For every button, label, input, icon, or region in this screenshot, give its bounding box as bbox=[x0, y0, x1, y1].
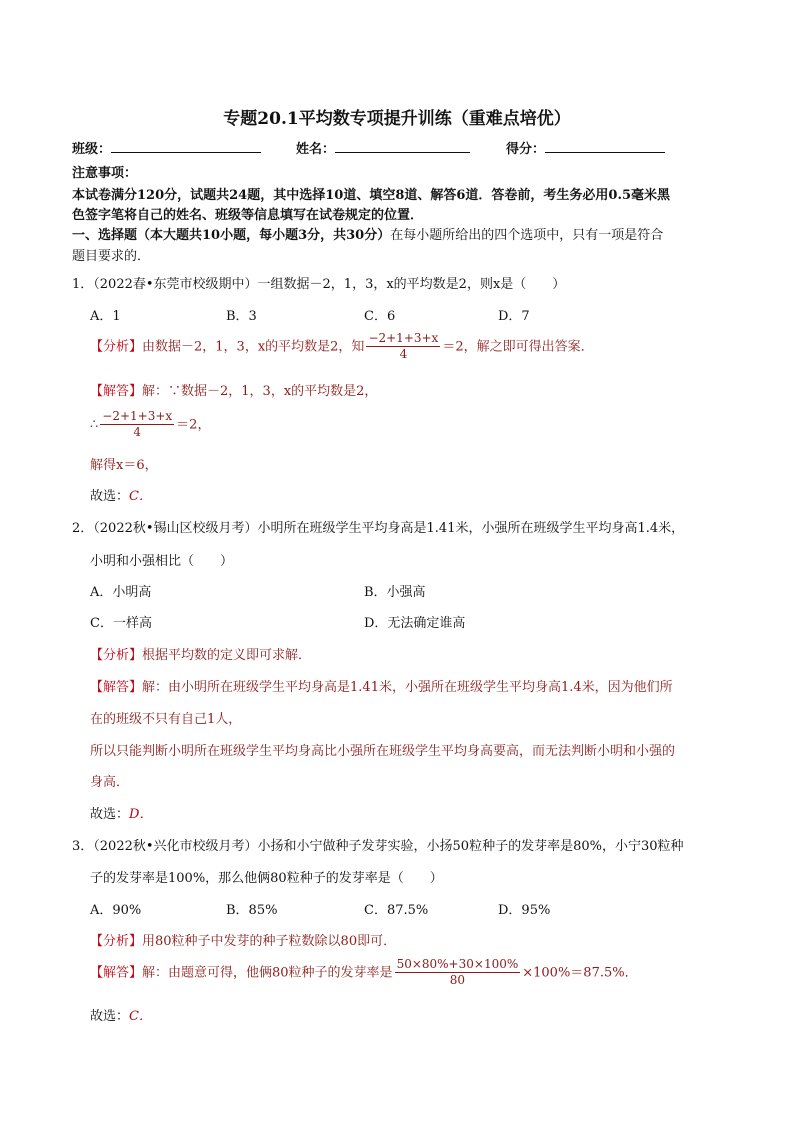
q1-analysis-frac-den: 4 bbox=[399, 346, 408, 361]
q3-answer-frac-den: 80 bbox=[449, 972, 466, 987]
q2-answer-line-3: 所以只能判断小明所在班级学生平均身高比小强所在班级学生平均身高要高，而无法判断小明和小强的 bbox=[90, 744, 676, 759]
q1-choose bbox=[90, 485, 152, 504]
q3-analysis bbox=[90, 930, 396, 949]
class-label: 班级： bbox=[72, 142, 112, 157]
q3-option-b: B．85% bbox=[226, 903, 278, 918]
q1-analysis-fraction bbox=[366, 332, 440, 362]
q1-option-a: A．1 bbox=[90, 309, 121, 324]
q2-stem-line-2: 小明和小强相比（ ） bbox=[90, 554, 234, 569]
q3-analysis-text: 用80粒种子中发芽的种子粒数除以80即可． bbox=[142, 934, 397, 949]
q2-answer-text-1: 解：由小明所在班级学生平均身高是1.41米，小强所在班级学生平均身高1.4米，因为他们所 bbox=[142, 680, 673, 695]
q1-option-b: B．3 bbox=[226, 309, 257, 324]
q3-analysis-tag: 【分析】 bbox=[90, 934, 143, 949]
class-field bbox=[72, 138, 261, 157]
q2-analysis-text: 根据平均数的定义即可求解． bbox=[142, 648, 312, 663]
q1-answer-frac-num: −2+1+3+x bbox=[102, 409, 173, 423]
q3-choose-answer: C． bbox=[129, 1009, 152, 1024]
q1-stem: 1．（2022春•东莞市校级期中）一组数据－2，1，3，x的平均数是2，则x是（ ） bbox=[72, 277, 566, 292]
q1-analysis-frac-num: −2+1+3+x bbox=[368, 331, 439, 345]
notice-line-1: 本试卷满分120分，试题共24题，其中选择10道、填空8道、解答6道．答卷前，考生务必用0.5毫米黑 bbox=[72, 188, 671, 203]
section-heading: 一、选择题（本大题共10小题，每小题3分，共30分） bbox=[72, 228, 391, 243]
q3-stem-line-1: 3．（2022秋•兴化市校级月考）小扬和小宁做种子发芽实验，小扬50粒种子的发芽率是80%，小宁30粒种 bbox=[72, 839, 684, 854]
score-field bbox=[506, 138, 665, 157]
q1-option-c: C．6 bbox=[364, 309, 396, 324]
section-line-1 bbox=[72, 224, 663, 243]
q2-analysis-tag: 【分析】 bbox=[90, 648, 143, 663]
q2-answer-line-4: 身高． bbox=[90, 775, 130, 790]
q2-option-d: D．无法确定谁高 bbox=[364, 616, 466, 631]
q3-answer-text-pre: 解：由题意可得，他俩80粒种子的发芽率是 bbox=[142, 965, 393, 981]
q1-answer-fraction bbox=[100, 410, 174, 440]
section-instruction: 在每小题所给出的四个选项中，只有一项是符合 bbox=[390, 228, 664, 243]
q1-analysis-text-pre: 由数据－2，1，3，x的平均数是2，知 bbox=[142, 339, 365, 355]
class-blank[interactable] bbox=[111, 140, 261, 153]
q2-choose bbox=[90, 803, 152, 822]
q2-answer-line-1 bbox=[90, 676, 673, 695]
q2-answer-line-2: 在的班级不只有自己1人， bbox=[90, 712, 242, 727]
q3-answer-tag: 【解答】 bbox=[90, 965, 143, 981]
section-line-2: 题目要求的． bbox=[72, 249, 151, 264]
q3-answer bbox=[90, 958, 638, 988]
q2-choose-answer: D． bbox=[129, 807, 153, 822]
q3-option-d: D．95% bbox=[498, 903, 551, 918]
q3-option-c: C．87.5% bbox=[364, 903, 429, 918]
q1-answer bbox=[90, 380, 377, 399]
q1-analysis-text-post: ＝2，解之即可得出答案． bbox=[442, 339, 594, 355]
q3-answer-fraction bbox=[395, 958, 521, 988]
q3-choose-label: 故选： bbox=[90, 1009, 130, 1024]
q2-option-a: A．小明高 bbox=[90, 585, 152, 600]
score-blank[interactable] bbox=[545, 140, 665, 153]
q2-option-c: C．一样高 bbox=[90, 616, 152, 631]
q1-answer-tag: 【解答】 bbox=[90, 384, 143, 399]
q1-analysis-tag: 【分析】 bbox=[90, 339, 143, 355]
notice-line-2: 色签字笔将自己的姓名、班级等信息填写在试卷规定的位置． bbox=[72, 208, 424, 223]
score-label: 得分： bbox=[506, 142, 546, 157]
name-label: 姓名： bbox=[296, 142, 336, 157]
q2-answer-tag: 【解答】 bbox=[90, 680, 143, 695]
q2-analysis bbox=[90, 644, 311, 663]
q3-choose bbox=[90, 1005, 152, 1024]
q1-answer-line-1: 解：∵数据－2，1，3，x的平均数是2， bbox=[142, 384, 378, 399]
name-field bbox=[296, 138, 470, 157]
q1-option-d: D．7 bbox=[498, 309, 530, 324]
therefore-symbol: ∴ bbox=[90, 417, 99, 433]
q1-analysis bbox=[90, 332, 594, 362]
q1-choose-answer: C． bbox=[129, 489, 152, 504]
q1-answer-frac-den: 4 bbox=[133, 424, 142, 439]
notice-heading: 注意事项： bbox=[72, 166, 138, 181]
q3-answer-frac-num: 50×80%+30×100% bbox=[396, 957, 519, 971]
q3-option-a: A．90% bbox=[90, 903, 142, 918]
q3-stem-line-2: 子的发芽率是100%，那么他俩80粒种子的发芽率是（ ） bbox=[90, 871, 443, 886]
q1-choose-label: 故选： bbox=[90, 489, 130, 504]
q1-answer-equation bbox=[90, 410, 210, 440]
q1-solve: 解得x＝6， bbox=[90, 458, 158, 473]
page-title: 专题20.1平均数专项提升训练（重难点培优） bbox=[223, 109, 571, 129]
q2-stem-line-1: 2．（2022秋•锡山区校级月考）小明所在班级学生平均身高是1.41米，小强所在班级学生平均身高1.4米， bbox=[72, 521, 685, 536]
q3-answer-text-post: ×100%＝87.5%． bbox=[522, 965, 638, 981]
q2-choose-label: 故选： bbox=[90, 807, 130, 822]
name-blank[interactable] bbox=[335, 140, 470, 153]
q2-option-b: B．小强高 bbox=[364, 585, 426, 600]
q1-answer-eq: ＝2， bbox=[176, 417, 211, 433]
